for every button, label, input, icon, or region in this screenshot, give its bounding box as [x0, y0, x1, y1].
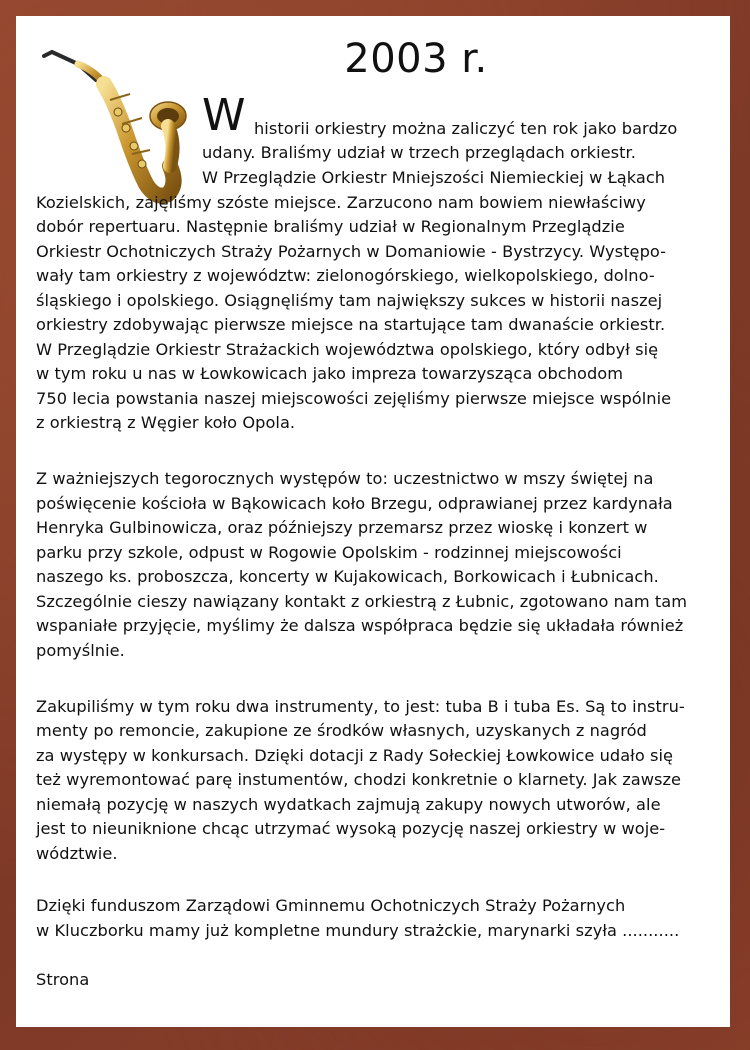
text-line: Henryka Gulbinowicza, oraz późniejszy przemarsz przez wioskę i konzert w — [36, 518, 648, 537]
text-line: orkiestry zdobywając pierwsze miejsce na startujące tam dwanaście orkiestr. — [36, 315, 666, 334]
text-line: jest to nieuniknione chcąc utrzymać wysoką pozycję naszej orkiestry w woje- — [36, 819, 666, 838]
text-line: Z ważniejszych tegorocznych występów to: uczestnictwo w mszy świętej na — [36, 469, 654, 488]
text-line: Dzięki funduszom Zarządowi Gminnemu Ochotniczych Straży Pożarnych — [36, 896, 626, 915]
text-line: z orkiestrą z Węgier koło Opola. — [36, 413, 296, 432]
text-line: dobór repertuaru. Następnie braliśmy udział w Regionalnym Przeglądzie — [36, 217, 625, 236]
text-line: za występy w konkursach. Dzięki dotacji z Rady Sołeckiej Łowkowice udało się — [36, 746, 674, 765]
text-line: Szczególnie cieszy nawiązany kontakt z orkiestrą z Łubnic, zgotowano nam tam — [36, 592, 688, 611]
saxophone-icon — [38, 34, 188, 204]
text-line: udany. Braliśmy udział w trzech przeglądach orkiestr. — [202, 143, 636, 162]
text-line: 750 lecia powstania naszej miejscowości zejęliśmy pierwsze miejsce wspólnie — [36, 389, 672, 408]
text-line: parku przy szkole, odpust w Rogowie Opolskim - rodzinnej miejscowości — [36, 543, 622, 562]
text-line: pomyślnie. — [36, 641, 125, 660]
page-footer-label: Strona — [36, 970, 90, 989]
text-line: Orkiestr Ochotniczych Straży Pożarnych w Domaniowie - Bystrzycy. Występo- — [36, 242, 667, 261]
text-line: W Przeglądzie Orkiestr Mniejszości Niemieckiej w Łąkach — [202, 168, 666, 187]
text-line: historii orkiestry można zaliczyć ten rok jako bardzo — [254, 119, 678, 138]
page-sheet — [16, 16, 730, 1027]
text-line: też wyremontować parę instumentów, chodzi konkretnie o klarnety. Jak zawsze — [36, 770, 682, 789]
text-line: śląskiego i opolskiego. Osiągnęliśmy tam największy sukces w historii naszej — [36, 291, 663, 310]
text-line: niemałą pozycję w naszych wydatkach zajmują zakupy nowych utworów, ale — [36, 795, 661, 814]
text-line: Kozielskich, zajęliśmy szóste miejsce. Zarzucono nam bowiem niewłaściwy — [36, 193, 646, 212]
text-line: naszego ks. proboszcza, koncerty w Kujakowicach, Borkowicach i Łubnicach. — [36, 567, 659, 586]
page-title: 2003 r. — [344, 36, 488, 82]
text-line: menty po remoncie, zakupione ze środków własnych, uzyskanych z nagród — [36, 721, 647, 740]
text-line: wspaniałe przyjęcie, myślimy że dalsza współpraca będzie się układała również — [36, 616, 684, 635]
text-line: wały tam orkiestry z województw: zielonogórskiego, wielkopolskiego, dolno- — [36, 266, 655, 285]
text-line: poświęcenie kościoła w Bąkowicach koło Brzegu, odprawianej przez kardynała — [36, 494, 673, 513]
text-line: wództwie. — [36, 844, 118, 863]
text-line: Zakupiliśmy w tym roku dwa instrumenty, to jest: tuba B i tuba Es. Są to instru- — [36, 697, 685, 716]
text-line: W Przeglądzie Orkiestr Strażackich województwa opolskiego, który odbył się — [36, 340, 659, 359]
text-line: w Kluczborku mamy już kompletne mundury strażckie, marynarki szyła ........... — [36, 921, 680, 940]
drop-cap: W — [202, 90, 246, 141]
text-line: w tym roku u nas w Łowkowicach jako impreza towarzysząca obchodom — [36, 364, 624, 383]
